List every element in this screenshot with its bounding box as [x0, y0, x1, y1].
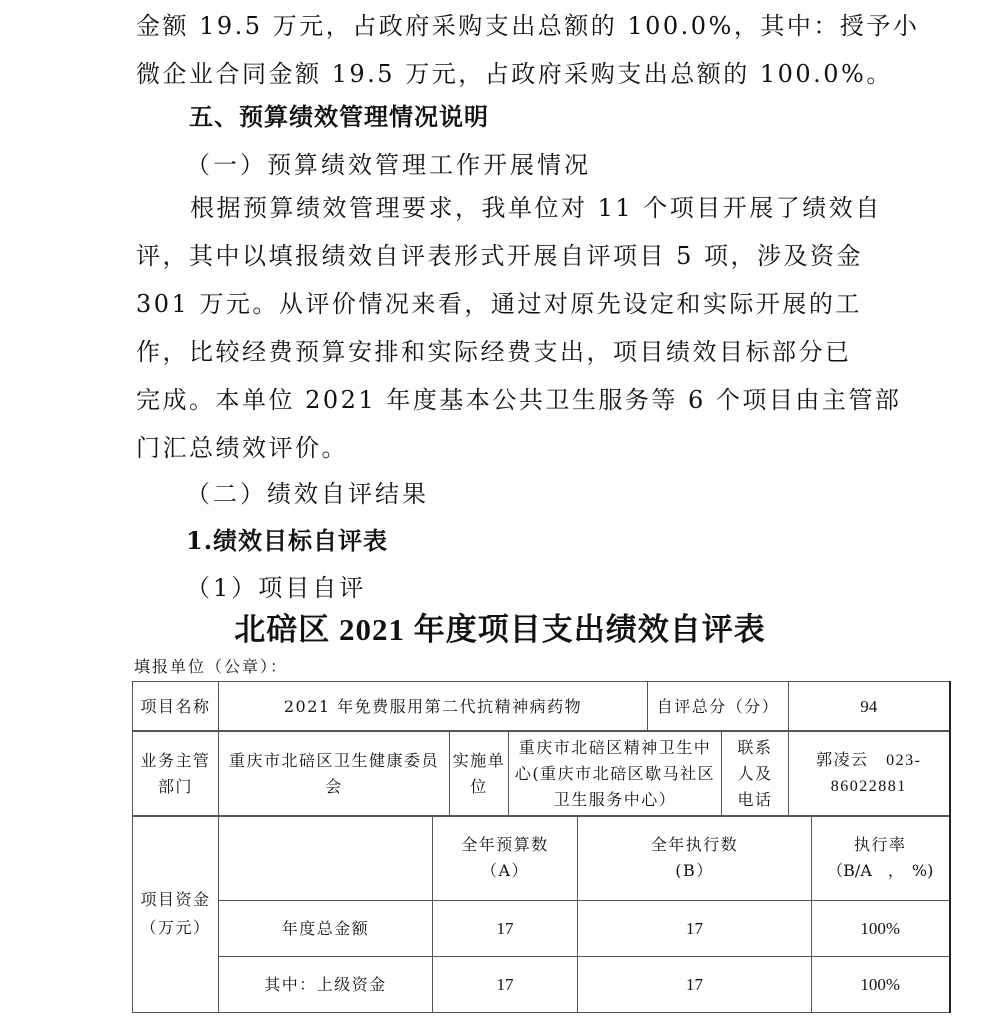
row-label: 年度总金额 [219, 901, 433, 957]
rate-value: 100% [812, 901, 950, 957]
dept-value: 重庆市北碚区卫生健康委员会 [219, 731, 450, 817]
project-name-label: 项目名称 [133, 682, 219, 732]
paragraph-performance-summary [136, 184, 902, 472]
item-heading-project-self-eval: （1）项目自评 [186, 574, 367, 602]
table-row [133, 957, 950, 1013]
contact-name-phone: 郭凌云 023- [816, 751, 922, 769]
paragraph-line: 门汇总绩效评价。 [136, 434, 348, 462]
item-heading-goal-self-eval: 1.绩效目标自评表 [186, 526, 389, 555]
score-value: 94 [789, 682, 950, 732]
paragraph-line: 金额 19.5 万元，占政府采购支出总额的 100.0%，其中：授予小 [136, 12, 920, 40]
funds-label [133, 816, 219, 1013]
project-name-value: 2021 年免费服用第二代抗精神病药物 [219, 682, 648, 732]
budget-value: 17 [433, 901, 578, 957]
table-row-project-name [132, 681, 951, 732]
table-title: 北碚区 2021 年度项目支出绩效自评表 [234, 612, 766, 647]
fill-unit-label: 填报单位（公章）： [134, 657, 289, 676]
budget-value: 17 [433, 957, 578, 1013]
paragraph-line: 评，其中以填报绩效自评表形式开展自评项目 5 项，涉及资金 [136, 242, 864, 270]
funds-label-line: 项目资金 [140, 890, 211, 909]
section-heading-budget-performance: 五、预算绩效管理情况说明 [189, 102, 489, 131]
funds-unit-line: （万元） [140, 918, 211, 937]
header-executed: 全年执行数 (B） [578, 816, 812, 901]
executed-value: 17 [578, 957, 812, 1013]
header-budget: 全年预算数 （A） [433, 816, 578, 901]
contact-value [789, 731, 950, 817]
subsection-heading-work-status: （一）预算绩效管理工作开展情况 [186, 151, 591, 179]
paragraph-procurement [136, 2, 920, 98]
table-funds [132, 815, 951, 1013]
paragraph-line: 微企业合同金额 19.5 万元，占政府采购支出总额的 100.0%。 [136, 60, 893, 88]
paragraph-line: 301 万元。从评价情况来看，通过对原先设定和实际开展的工 [136, 290, 862, 318]
paragraph-line: 完成。本单位 2021 年度基本公共卫生服务等 6 个项目由主管部 [136, 386, 902, 414]
executed-value: 17 [578, 901, 812, 957]
score-label: 自评总分（分） [648, 682, 789, 732]
subsection-heading-self-eval-results: （二）绩效自评结果 [186, 480, 429, 508]
contact-phone-rest: 86022881 [830, 777, 907, 795]
paragraph-line: 作，比较经费预算安排和实际经费支出，项目绩效目标部分已 [136, 338, 852, 366]
impl-value: 重庆市北碚区精神卫生中心(重庆市北碚区歇马社区卫生服务中心） [509, 731, 722, 817]
rate-value: 100% [812, 957, 950, 1013]
header-rate: 执行率 （B/A ， %) [812, 816, 950, 901]
table-row [133, 901, 950, 957]
table-row-departments [132, 730, 951, 817]
dept-label: 业务主管部门 [133, 731, 219, 817]
contact-label: 联系人及电话 [722, 731, 789, 817]
funds-header-blank [219, 816, 433, 901]
impl-label: 实施单位 [450, 731, 509, 817]
row-label: 其中：上级资金 [219, 957, 433, 1013]
paragraph-line: 根据预算绩效管理要求，我单位对 11 个项目开展了绩效自 [190, 194, 882, 222]
